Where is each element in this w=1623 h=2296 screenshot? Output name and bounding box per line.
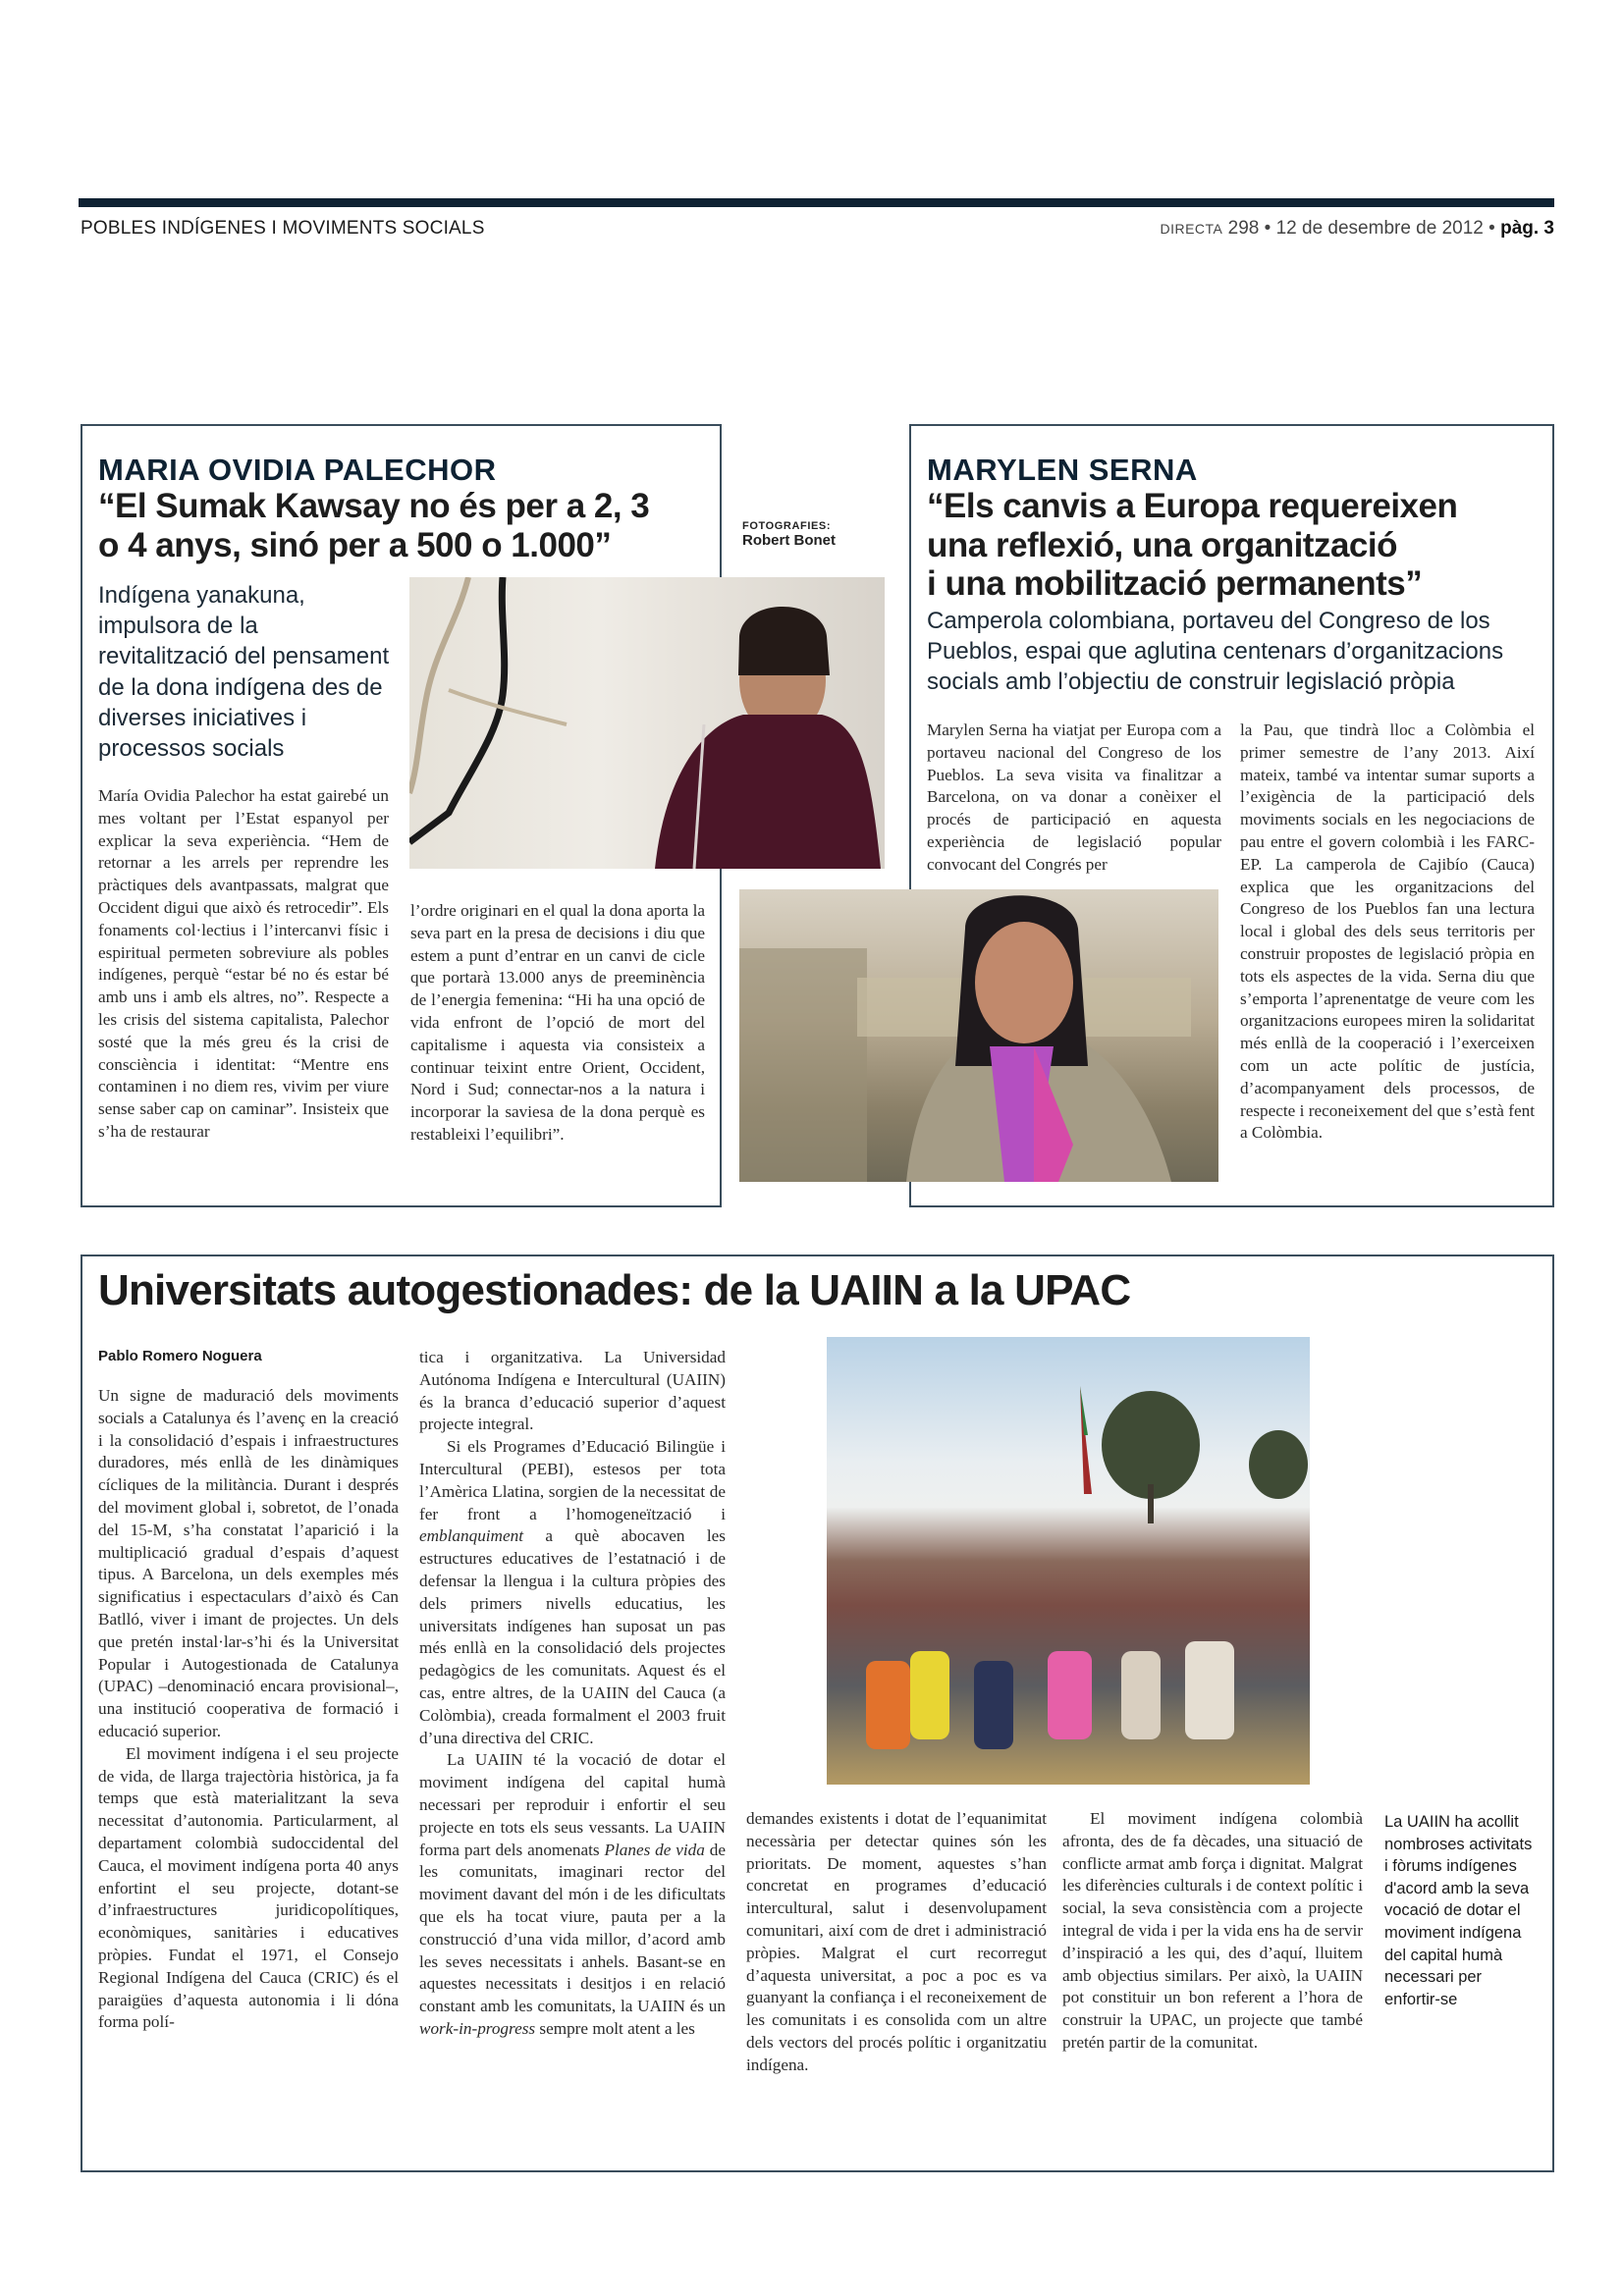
feature-col2: tica i organitzativa. La Universidad Autónoma Indígena e Intercultural (UAIIN) és la branca d’educació superior d’aquest projecte integral. Si els Programes d’Educació Bilingüe i Intercultural (PEBI), estesos per tota l’Amèrica Llatina, sorgien de la necessitat de fer front a l’homogeneïtzació i emblanquiment a què abocaven les estructures educatives de l’estatnació i de defensar la llengua i la cultura pròpies des dels primers nivells educatius, les universitats indígenes han suposat un pas més enllà en la consolidació dels projectes pedagògics de les comunitats. Aquest és el cas, entre altres, de la UAIIN del Cauca (a Colòmbia), creada formalment el 2003 fruit d’una directiva del CRIC. La UAIIN té la vocació de dotar el moviment indígena del capital humà necessari per reproduir i enfortir el seu projecte en tots els seus vessants. La UAIIN forma part dels anomenats Planes de vida de les comunitats, imaginari rector del moviment davant del món i de les dificultats que els ha tocat viure, pauta per a la construcció d’una vida millor, d’acord amb les seves necessitats i anhels. Basant-se en aquestes necessitats i desitjos i en relació constant amb les comunitats, la UAIIN és un work-in-progress sempre molt atent a les	[419, 1348, 726, 2038]
interview-body-col2: la Pau, que tindrà lloc a Colòmbia el primer semestre de l’any 2013. Així mateix, també va intentar sumar suports a l’exigència de la participació dels moviments socials en les negociacions de pau entre el govern colombià i les FARC-EP. La camperola de Cajibío (Cauca) explica que les organitzacions del Congreso de los Pueblos fan una lectura local i global des dels seus territoris per construir propostes de legislació pròpia en tots els aspectes de la vida. Serna diu que s’emporta l’aprenentatge de veure com les organitzacions europees miren la solidaritat més enllà de la cooperació i l’exerceixen com un acte polític de justícia, d’acompanyament dels processos, de respecte i reconeixement del que s’està fent a Colòmbia.	[1240, 721, 1535, 1143]
photographer-name: Robert Bonet	[742, 532, 836, 549]
issue-date: 12 de desembre de 2012	[1275, 218, 1484, 239]
interview-body-col2: l’ordre originari en el qual la dona aporta la seva part en la presa de decisions i diu que estem a punt d’entrar en un canvi de cicle que portarà 13.000 anys de preeminència de l’energia femenina: “Hi ha una opció de vida enfront de l’opció de mort del capitalisme i aquesta via consisteix a continuar teixint entre Orient, Occident, Nord i Sud; connectar-nos a la natura i incorporar la saviesa de la dona perquè es restableixi l’equilibri”.	[410, 901, 705, 1144]
interview-standfirst: Indígena yanakuna, impulsora de la revitalització del pensament de la dona indígena des de diverses iniciatives i processos socials	[98, 582, 390, 762]
portrait-illustration	[739, 889, 1218, 1182]
photo-credit	[742, 520, 836, 549]
feature-col1: Un signe de maduració dels moviments socials a Catalunya és l’avenç en la creació i la consolidació d’espais i infraestructures duradores, més enllà de les dinàmiques cícliques de la militància. Durant i després del moviment global i, sobretot, de l’onada del 15-M, s’ha constatat l’aparició i la multiplicació gradual d’espais d’aquest tipus. A Barcelona, un dels exemples més significatius i espectaculars d’això és Can Batlló, viver i imant de projectes. Un dels que pretén instal·lar-s’hi és la Universitat Popular i Autogestionada de Catalunya (UPAC) –denominació encara provisional–, una institució cooperativa de formació i educació superior. El moviment indígena i el seu projecte de vida, de llarga trajectòria històrica, ja fa temps que està materialitzant la seva necessitat d’autonomia. Particularment, al departament colombià sudoccidental del Cauca, el moviment indígena porta 40 anys enfortint el seu projecte, dotant-se d’infraestructures juridicopolítiques, econòmiques, sanitàries i educatives pròpies. Fundat el 1971, el Consejo Regional Indígena del Cauca (CRIC) és el paraigües d’aquesta autonomia i li dóna forma polí-	[98, 1386, 399, 2032]
interview-standfirst: Camperola colombiana, portaveu del Congreso de los Pueblos, espai que aglutina centenars d’organitzacions socials amb l’objectiu de construir legislació pròpia	[927, 607, 1504, 696]
byline: Pablo Romero Noguera	[98, 1348, 262, 1364]
interview-headline: “El Sumak Kawsay no és per a 2, 3 o 4 anys, sinó per a 500 o 1.000”	[98, 487, 650, 564]
separator: •	[1264, 218, 1271, 239]
photo-caption: La UAIIN ha acollit nombroses activitats i fòrums indígenes d'acord amb la seva vocació de dotar el moviment indígena del capital humà necessari per enfortir-se	[1384, 1813, 1533, 2008]
photo-palechor	[409, 577, 885, 869]
interviewee-name: MARYLEN SERNA	[927, 453, 1198, 487]
header-rule	[79, 198, 1554, 207]
credit-label: FOTOGRAFIES:	[742, 520, 832, 532]
page-number: pàg. 3	[1500, 218, 1554, 239]
feature-col4: El moviment indígena colombià afronta, des de fa dècades, una situació de conflicte armat amb força i dignitat. Malgrat les diferències culturals i de context polític i social, la seva consistència com a projecte integral de vida i per la vida ens ha de servir d’inspiració a les qui, des d’aquí, lluitem amb objectius similars. Per això, la UAIIN pot constituir un bon referent a l’hora de construir la UPAC, un projecte que també pretén partir de la comunitat.	[1062, 1809, 1363, 2052]
feature-col3: demandes existents i dotat de l’equanimitat necessària per detectar quines són les prioritats. De moment, aquestes s’han concretat en programes d’educació intercultural, salut i desenvolupament comunitari, així com de dret i administració pròpies. Malgrat el curt recorregut d’aquesta universitat, a poc a poc es va guanyant la confiança i el reconeixement de les comunitats i es consolida com un altre dels vectors del procés polític i organitzatiu indígena.	[746, 1809, 1047, 2074]
interview-body-col1: Marylen Serna ha viatjat per Europa com a portaveu nacional del Congreso de los Pueblos. La seva visita va finalitzar a Barcelona, on va donar a conèixer el procés de participació en aquesta experiència de legislació popular convocant del Congrés per	[927, 721, 1221, 874]
photo-serna	[739, 889, 1218, 1182]
interview-body-col1: María Ovidia Palechor ha estat gairebé un mes voltant per l’Estat espanyol per explicar la seva experiència. “Hem de retornar a les arrels per reprendre les pràctiques dels avantpassats, malgrat que Occident digui que això és retrocedir”. Els fonaments col·lectius i l’intercanvi físic i espiritual permeten sobreviure als pobles indígenes, perquè “estar bé no és estar bé amb uns i amb els altres, no”. Respecte a les crisis del sistema capitalista, Palechor sosté que la més greu és la crisi de consciència i identitat: “Mentre ens contaminen i no diem res, vivim per viure sense saber cap on caminar”. Insisteix que s’ha de restaurar	[98, 786, 389, 1141]
interview-header-serna	[927, 454, 1545, 697]
portrait-illustration	[409, 577, 885, 869]
section-title: POBLES INDÍGENES I MOVIMENTS SOCIALS	[81, 218, 485, 239]
interview-header-palechor	[98, 454, 707, 564]
separator: •	[1488, 218, 1495, 239]
issue-info	[1160, 218, 1554, 240]
issue-number: 298	[1227, 218, 1260, 239]
publication-name: DIRECTA	[1160, 221, 1223, 237]
crowd-illustration	[827, 1337, 1310, 1785]
feature-title: Universitats autogestionades: de la UAIIN a la UPAC	[98, 1266, 1131, 1314]
interviewee-name: MARIA OVIDIA PALECHOR	[98, 453, 497, 487]
interview-headline: “Els canvis a Europa requereixen una reflexió, una organització i una mobilització permanents”	[927, 487, 1458, 604]
photo-uaiin-assembly	[827, 1337, 1310, 1785]
